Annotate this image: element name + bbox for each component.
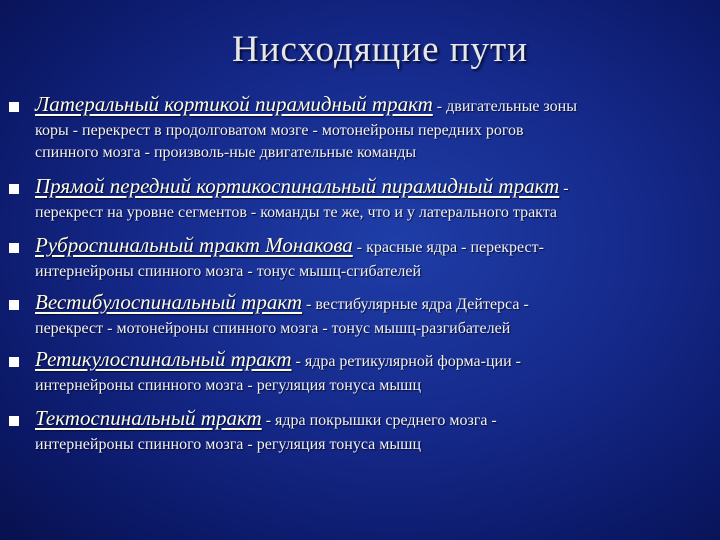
tract-name: Тектоспинальный тракт: [35, 406, 262, 430]
tract-description-start: - двигательные зоны: [432, 98, 577, 115]
item-heading-line: [35, 92, 577, 117]
tract-description: [35, 375, 705, 397]
item-heading-line: [35, 290, 529, 315]
description-line: интернейроны спинного мозга - регуляция тонуса мышц: [35, 436, 421, 453]
tract-name: Руброспинальный тракт Монакова: [35, 233, 353, 257]
slide-title: Нисходящие пути: [231, 29, 529, 70]
tract-description-start: - ядра ретикулярной форма-ции -: [291, 353, 521, 370]
square-bullet-icon: [9, 416, 19, 426]
tract-description: [35, 120, 705, 164]
square-bullet-icon: [9, 184, 19, 194]
tract-description: [35, 434, 705, 456]
tract-name: Вестибулоспинальный тракт: [35, 290, 303, 314]
tract-name: Латеральный кортикой пирамидный тракт: [35, 92, 433, 116]
description-line: перекрест на уровне сегментов - команды те же, что и у латерального тракта: [35, 204, 558, 221]
tract-description: [35, 202, 705, 224]
description-line: интернейроны спинного мозга - тонус мышц-сгибателей: [35, 263, 422, 280]
item-heading-line: [35, 406, 497, 431]
tract-name: Ретикулоспинальный тракт: [35, 347, 292, 371]
square-bullet-icon: [9, 300, 19, 310]
square-bullet-icon: [9, 243, 19, 253]
square-bullet-icon: [9, 357, 19, 367]
tract-description-start: - вестибулярные ядра Дейтерса -: [302, 296, 529, 313]
tract-description-start: - красные ядра - перекрест-: [352, 239, 544, 256]
description-line: перекрест - мотонейроны спинного мозга - тонус мышц-разгибателей: [35, 320, 511, 337]
description-line: спинного мозга - произволь-ные двигательные команды: [35, 144, 417, 161]
item-heading-line: [35, 233, 544, 258]
description-line: коры - перекрест в продолговатом мозге - мотонейроны передних рогов: [35, 122, 524, 139]
item-heading-line: [35, 347, 521, 372]
description-line: интернейроны спинного мозга - регуляция тонуса мышц: [35, 377, 421, 394]
tract-description: [35, 261, 705, 283]
tract-description-start: - ядра покрышки среднего мозга -: [261, 412, 497, 429]
tract-description-start: -: [559, 180, 569, 197]
item-heading-line: [35, 174, 569, 199]
square-bullet-icon: [9, 102, 19, 112]
tract-name: Прямой передний кортикоспинальный пирамидный тракт: [35, 174, 560, 198]
tract-description: [35, 318, 705, 340]
